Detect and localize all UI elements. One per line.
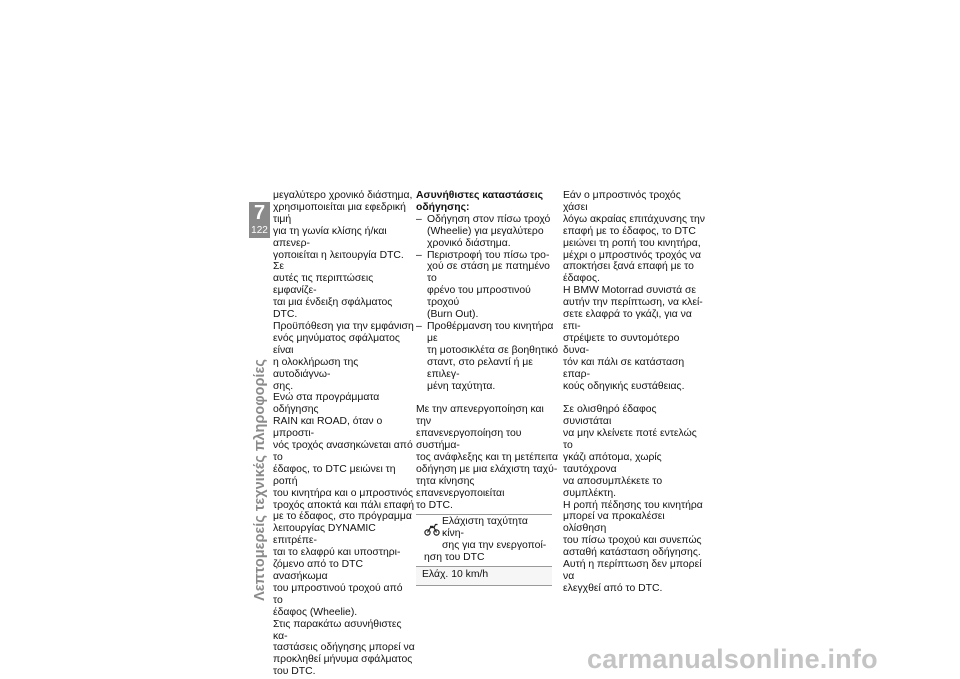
section-heading: Ασυνήθιστες καταστάσεις οδήγησης: — [416, 190, 544, 213]
slippery-paragraph: Σε ολισθηρό έδαφος συνιστάται να μην κλείνετε ποτέ εντελώς το γκάζι απότομα, χωρίς ταυτόχρονα να αποσυμπλέκετε το συμπλέκτη. Η ροπή πέδησης του κινητήρα μπορεί να προκαλέσει ολίσθηση του πίσω τροχού και συνεπώς ασταθή κατάσταση οδήγησης. Αυτή η περίπτωση δεν μπορεί να ελεγχθεί από το DTC. — [563, 404, 703, 594]
list-item: – Προθέρμανση του κινητήρα με τη μοτοσικλέτα σε βοηθητικό σταντ, στο ρελαντί ή με επιλεγ- μένη ταχύτητα. — [416, 321, 558, 392]
chapter-number: 7 — [253, 202, 266, 224]
bullet-list — [416, 214, 558, 393]
watermark: carmanualsonline.info — [587, 644, 878, 674]
spec-label: Ελάχιστη ταχύτητα κίνη- σης για την ενεργοποί- — [442, 516, 547, 552]
list-item: – Περιστροφή του πίσω τρο- χού σε στάση με πατημένο το φρένο του μπροστινού τροχού (Burn Out). — [416, 250, 558, 321]
spec-label-cell — [416, 515, 552, 566]
text-column-3 — [563, 190, 705, 595]
spec-infobox — [416, 514, 552, 586]
text-column-1 — [273, 190, 415, 678]
section-title-vertical: Λεπτομερείς τεχνικές πληροφορίες — [252, 359, 268, 601]
reactivation-paragraph: Με την απενεργοποίηση και την επανενεργοποίηση του συστήμα- τος ανάφλεξης και τη μετέπειτα οδήγηση με μια ελάχιστη ταχύ- τητα κίνησης επανενεργοποιείται το DTC. — [416, 404, 559, 511]
motorcycle-icon — [424, 521, 440, 537]
wheelie-paragraph: Εάν ο μπροστινός τροχός χάσει λόγω ακραίας επιτάχυνσης την επαφή με το έδαφος, το DTC μειώνει τη ροπή του κινητήρα, μέχρι ο μπροστινός τροχός να αποκτήσει ξανά επαφή με το έδαφος. Η BMW Motorrad συνιστά σε αυτήν την περίπτωση, να κλεί- σετε ελαφρά το γκάζι, για να επι- στρέψετε το συντομότερο δυνα- τόν και πάλι σε κατάσταση επαρ- κούς οδηγικής ευστάθειας. — [563, 190, 705, 392]
spec-value: Ελάχ. 10 km/h — [416, 566, 552, 585]
page-number: 122 — [251, 225, 268, 236]
spec-label-cont: ηση του DTC — [424, 552, 485, 564]
list-item: – Οδήγηση στον πίσω τροχό (Wheelie) για μεγαλύτερο χρονικό διάστημα. — [416, 214, 558, 250]
chapter-marker — [249, 202, 270, 238]
column1-text: μεγαλύτερο χρονικό διάστημα, χρησιμοποιείται μια εφεδρική τιμή για τη γωνία κλίσης ή/και απενερ- γοποιείται η λειτουργία DTC. Σε αυτές τις περιπτώσεις εμφανίζε- ται μια ένδειξη σφάλματος DTC. Προϋπόθεση για την εμφάνιση ενός μηνύματος σφάλματος είναι η ολοκλήρωση της αυτοδιάγνω- σης. Ενώ στα προγράμματα οδήγησης RAIN και ROAD, όταν ο μπροστι- νός τροχός ανασηκώνεται από το έδαφος, το DTC μειώνει τη ροπή του κινητήρα και ο μπροστινός τροχός αποκτά και πάλι επαφή με το έδαφος, στο πρόγραμμα λειτουργίας DYNAMIC επιτρέπε- ται το ελαφρύ και υποστηρι- ζόμενο από το DTC ανασήκωμα του μπροστινού τροχού από το έδαφος (Wheelie). Στις παρακάτω ασυνήθιστες κα- ταστάσεις οδήγησης μπορεί να προκληθεί μήνυμα σφάλματος του DTC. — [273, 190, 415, 678]
text-column-2 — [416, 190, 558, 586]
